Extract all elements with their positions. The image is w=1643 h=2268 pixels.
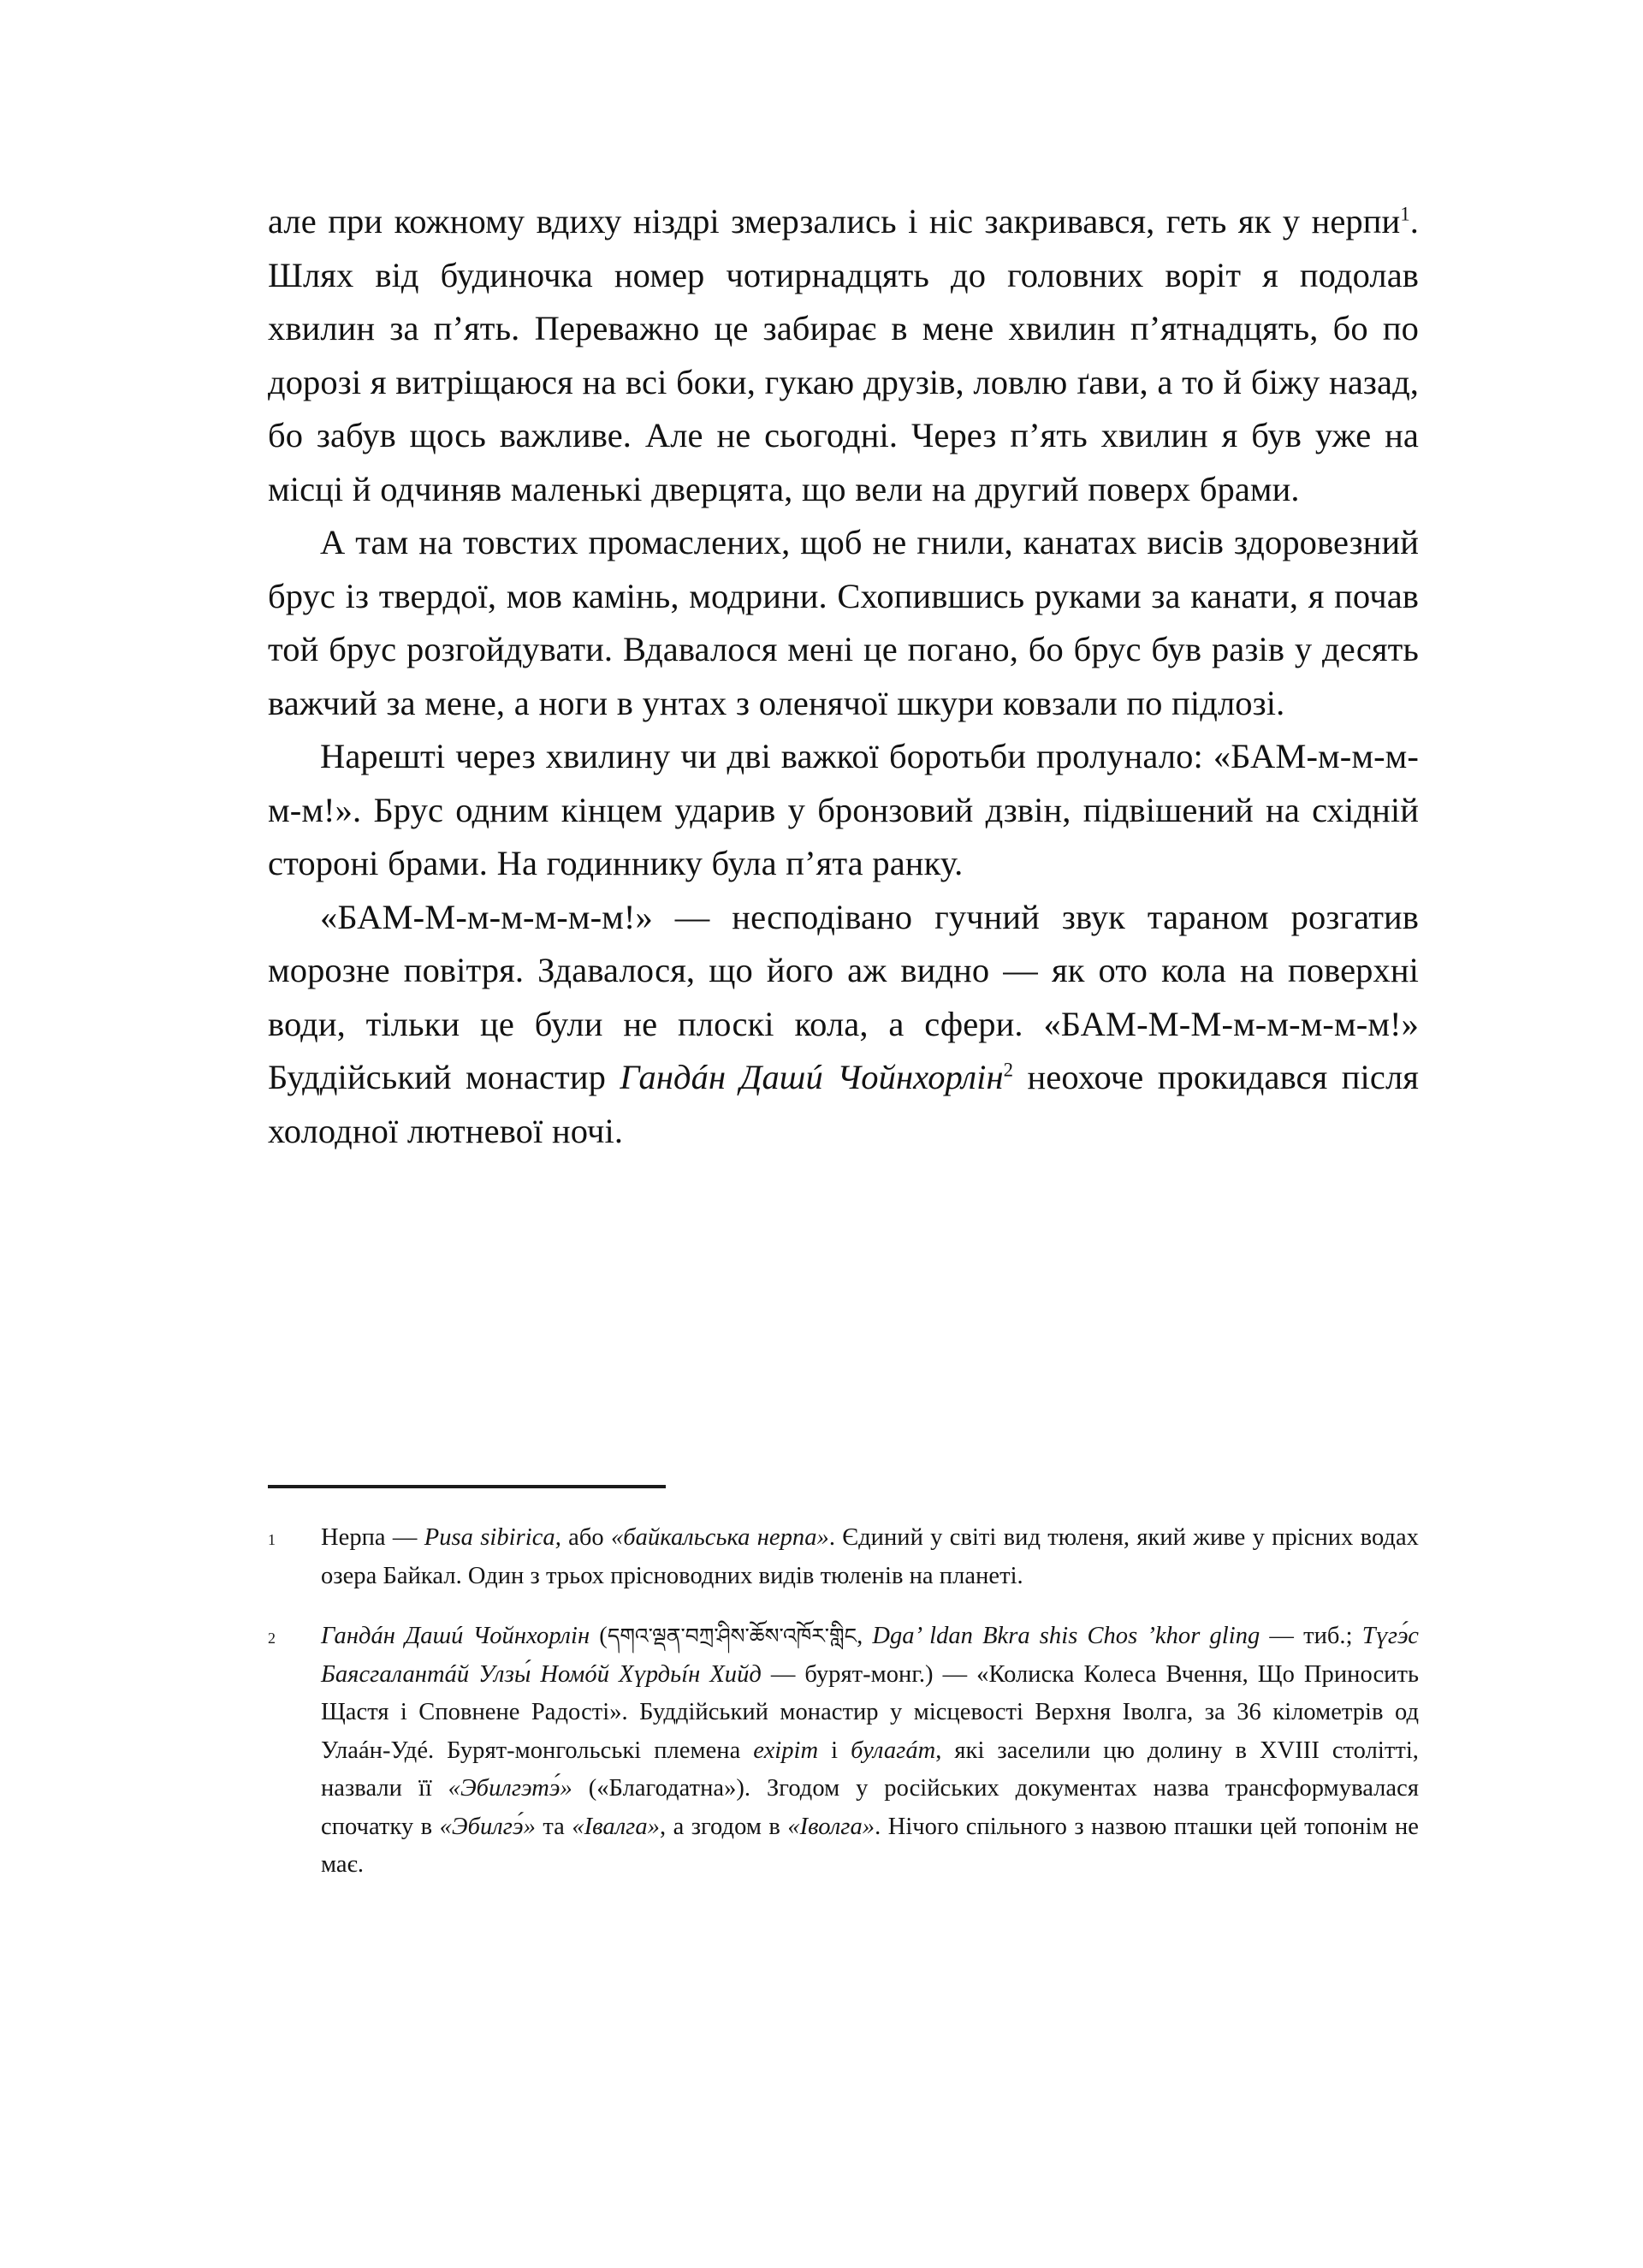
footnote-text-1: Нерпа — Pusa sibirica, або «байкальська нерпа». Єдиний у світі вид тюленя, який живе у прісних водах озера Байкал. Один з трьох прісноводних видів тюленів на планеті. (321, 1524, 1419, 1589)
paragraph-1-text-before-footnote-ref: але при кожному вдиху ніздрі змерзались і ніс закривався, геть як у нерпи (268, 202, 1401, 240)
paragraph-2: А там на товстих промаслених, щоб не гнили, канатах висів здоровезний брус із твердої, мов камінь, модрини. Схопившись руками за канати, я почав той брус розгойдувати. Вдавалося мені це погано, бо брус був разів у десять важчий за мене, а ноги в унтах з оленячої шкури ковзали по підлозі. (268, 523, 1419, 722)
footnote-text-2: Гандáн Дашú Чойнхорлін (དགའ་ལྡན་བཀྲ་ཤིས་ཆོས་འཁོར་གླིང, Dga’ ldan Bkra shis Chos ’khor gling — тиб.; Түгэ́с Баясгалантáй Улзы́ Номóй Хүрдьíн Хийд — бурят-монг.) — «Колиска Колеса Вчення, Що Приносить Щастя і Сповнене Радості». Буддійський монастир у місцевості Верхня Іволга, за 36 кілометрів од Улаáн-Удé. Бурят-монгольські племена ехіріт і булагáт, які заселили цю долину в XVIII столітті, назвали її «Эбилгэтэ́» («Благодатна»). Згодом у російських документах назва трансформувалася спочатку в «Эбилгэ́» та «Івалга», а згодом в «Іволга». Нічого спільного з назвою пташки цей топонім не має. (321, 1623, 1420, 1878)
footnote-ref-2[interactable]: 2 (1003, 1059, 1014, 1081)
paragraph-3: Нарешті через хвилину чи дві важкої боротьби пролунало: «БАМ-м-м-м-м-м!». Брус одним кінцем ударив у бронзовий дзвін, підвішений на східній стороні брами. На годиннику була п’ята ранку. (268, 737, 1419, 882)
footnote-item-1 (268, 1519, 1419, 1595)
paragraph-4 (268, 891, 1419, 1159)
paragraph-4-text-before-monastery-name: «БАМ-М-м-м-м-м-м!» — несподівано гучний звук тараном розгатив морозне повітря. Здавалося, що його аж видно — як ото кола на поверхні води, тільки це були не плоскі кола, а сфери. «БАМ-М-М-м-м-м-м-м!» Буддійський монастир (268, 897, 1419, 1096)
footnote-area (268, 1485, 1419, 1907)
monastery-name-italic: Гандáн Дашú Чойнхорлін (620, 1058, 1004, 1096)
footnote-separator-rule (268, 1485, 666, 1488)
footnote-ref-1[interactable]: 1 (1400, 203, 1410, 225)
paragraph-4-text-after-footnote-ref: неохоче прокидався після холодної лютневої ночі. (268, 1058, 1419, 1150)
body-text-block (268, 195, 1419, 1158)
footnote-marker-2: 2 (268, 1630, 276, 1647)
footnote-marker-1: 1 (268, 1531, 276, 1548)
footnote-item-2 (268, 1618, 1419, 1885)
paragraph-1-text-after-footnote-ref: . Шлях від будиночка номер чотирнадцять до головних воріт я подолав хвилин за п’ять. Переважно це забирає в мене хвилин п’ятнадцять, бо по дорозі я витріщаюся на всі боки, гукаю друзів, ловлю ґави, а то й біжу назад, бо забув щось важливе. Але не сьогодні. Через п’ять хвилин я був уже на місці й одчиняв маленькі дверцята, що вели на другий поверх брами. (268, 202, 1419, 508)
paragraph-1 (268, 195, 1419, 516)
